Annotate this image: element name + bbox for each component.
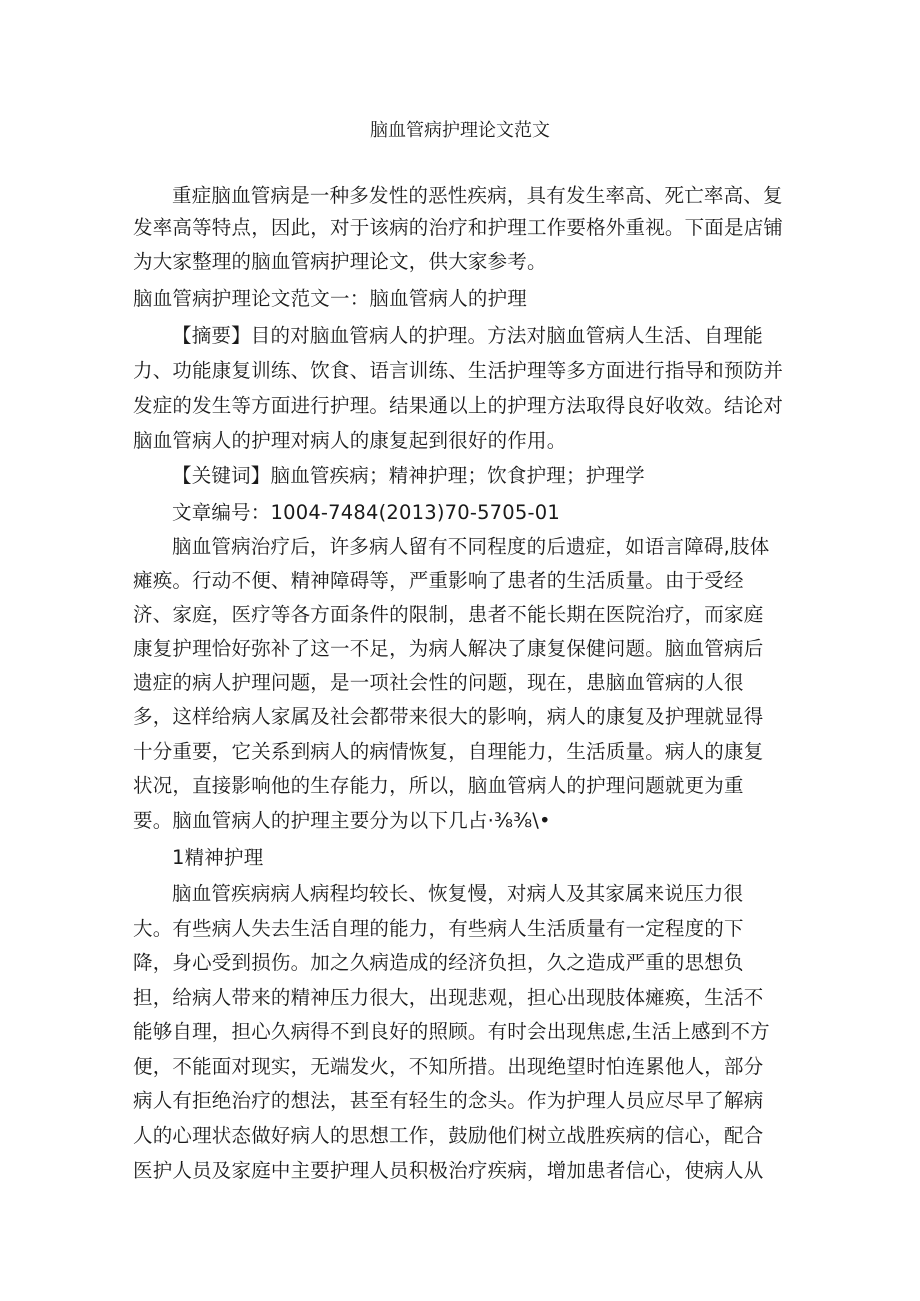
paragraph-line: 多，这样给病人家属及社会都带来很大的影响，病人的康复及护理就显得 [133, 705, 764, 728]
paragraph-line: 发率高等特点，因此，对于该病的治疗和护理工作要格外重视。下面是店铺 [133, 216, 784, 239]
paragraph-line: 脑血管病治疗后，许多病人留有不同程度的后遗症，如语言障碍,肢体 [172, 535, 770, 558]
paragraph-line: 瘫痪。行动不便、精神障碍等，严重影响了患者的生活质量。由于受经 [133, 569, 744, 592]
paragraph-line: 脑血管疾病病人病程均较长、恢复慢，对病人及其家属来说压力很 [172, 882, 744, 905]
keywords-line: 【关键词】脑血管疾病；精神护理；饮食护理；护理学 [172, 464, 645, 487]
paragraph-line: 为大家整理的脑血管病护理论文，供大家参考。 [133, 250, 547, 273]
paragraph-line: 重症脑血管病是一种多发性的恶性疾病，具有发生率高、死亡率高、复 [172, 184, 783, 207]
paragraph-line: 病人有拒绝治疗的想法，甚至有轻生的念头。作为护理人员应尽早了解病 [133, 1089, 764, 1112]
paragraph-line: 医护人员及家庭中主要护理人员积极治疗疾病，增加患者信心，使病人从 [133, 1159, 764, 1182]
paragraph-line: 降，身心受到损伤。加之久病造成的经济负担，久之造成严重的思想负 [133, 951, 744, 974]
paragraph-line: 大。有些病人失去生活自理的能力，有些病人生活质量有一定程度的下 [133, 917, 744, 940]
paragraph-line: 遗症的病人护理问题，是一项社会性的问题，现在，患脑血管病的人很 [133, 671, 744, 694]
paragraph-line: 要。脑血管病人的护理主要分为以下几占·⅜⅜\• [133, 809, 551, 832]
subsection-heading: 1精神护理 [172, 846, 264, 869]
document-title: 脑血管病护理论文范文 [370, 120, 550, 141]
article-number-line: 文章编号：1004-7484(2013)70-5705-01 [172, 501, 560, 524]
paragraph-line: 人的心理状态做好病人的思想工作，鼓励他们树立战胜疾病的信心，配合 [133, 1124, 764, 1147]
paragraph-line: 便，不能面对现实，无端发火，不知所措。出现绝望时怕连累他人，部分 [133, 1055, 764, 1078]
paragraph-line: 能够自理，担心久病得不到良好的照顾。有时会出现焦虑,生活上感到不方 [133, 1020, 770, 1043]
paragraph-line: 康复护理恰好弥补了这一不足，为病人解决了康复保健问题。脑血管病后 [133, 637, 764, 660]
paragraph-line: 脑血管病人的护理对病人的康复起到很好的作用。 [133, 429, 567, 452]
paragraph-line: 发症的发生等方面进行护理。结果通以上的护理方法取得良好收效。结论对 [133, 394, 784, 417]
paragraph-line: 十分重要，它关系到病人的病情恢复，自理能力，生活质量。病人的康复 [133, 740, 764, 763]
section-heading: 脑血管病护理论文范文一：脑血管病人的护理 [133, 287, 528, 310]
paragraph-line: 力、功能康复训练、饮食、语言训练、生活护理等多方面进行指导和预防并 [133, 359, 784, 382]
paragraph-line: 济、家庭，医疗等各方面条件的限制，患者不能长期在医院治疗，而家庭 [133, 603, 764, 626]
paragraph-line: 【摘要】目的对脑血管病人的护理。方法对脑血管病人生活、自理能 [172, 324, 764, 347]
paragraph-line: 担，给病人带来的精神压力很大，出现悲观，担心出现肢体瘫痪，生活不 [133, 986, 764, 1009]
paragraph-line: 状况，直接影响他的生存能力，所以，脑血管病人的护理问题就更为重 [133, 774, 744, 797]
